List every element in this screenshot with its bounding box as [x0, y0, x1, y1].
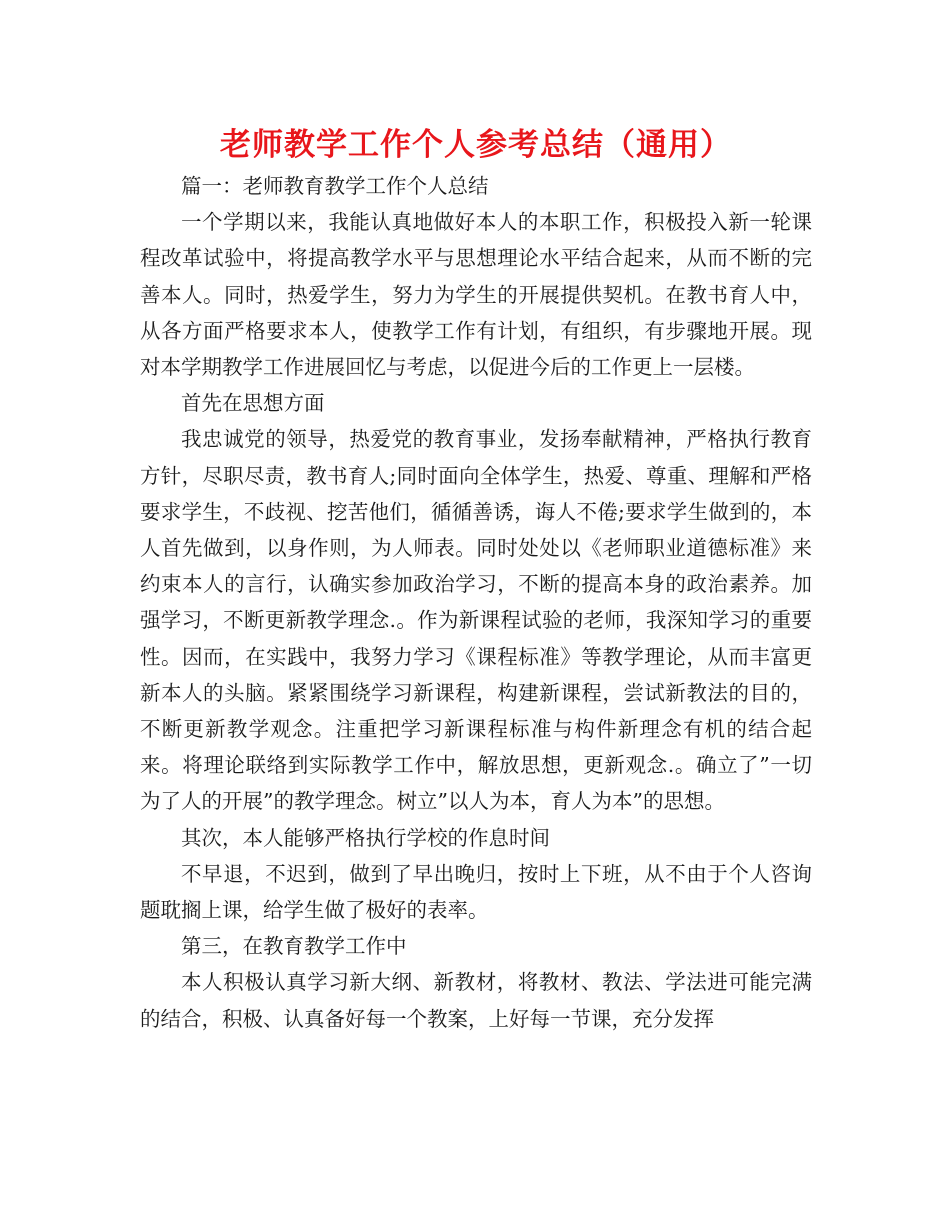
section-heading-schedule: 其次，本人能够严格执行学校的作息时间 — [181, 825, 550, 850]
body-paragraph: 本人积极认真学习新大纲、新教材，将教材、教法、学法进可能完满的结合，积极、认真备好每一个教案，上好每一节课，充分发挥 — [140, 970, 812, 1031]
document-body — [140, 168, 812, 1037]
body-paragraph: 我忠诚党的领导，热爱党的教育事业，发扬奉献精神，严格执行教育方针，尽职尽责，教书育人;同时面向全体学生，热爱、尊重、理解和严格要求学生，不歧视、挖苦他们，循循善诱，诲人不倦;要求学生做到的，本人首先做到，以身作则，为人师表。同时处处以《老师职业道德标准》来约束本人的言行，认确实参加政治学习，不断的提高本身的政治素养。加强学习，不断更新教学理念.。作为新课程试验的老师，我深知学习的重要性。因而，在实践中，我努力学习《课程标准》等教学理论，从而丰富更新本人的头脑。紧紧围绕学习新课程，构建新课程，尝试新教法的目的，不断更新教学观念。注重把学习新课程标准与构件新理念有机的结合起来。将理论联络到实际教学工作中，解放思想，更新观念.。确立了”一切为了人的开展”的教学理念。树立”以人为本，育人为本”的思想。 — [140, 427, 812, 814]
section-heading-thought: 首先在思想方面 — [181, 391, 325, 416]
body-paragraph: 不早退，不迟到，做到了早出晚归，按时上下班，从不由于个人咨询题耽搁上课，给学生做了极好的表率。 — [140, 861, 812, 923]
section-heading-part-one: 篇一：老师教育教学工作个人总结 — [181, 174, 489, 198]
section-heading-teaching: 第三，在教育教学工作中 — [181, 934, 407, 959]
body-paragraph: 一个学期以来，我能认真地做好本人的本职工作，积极投入新一轮课程改革试验中，将提高教学水平与思想理论水平结合起来，从而不断的完善本人。同时，热爱学生，努力为学生的开展提供契机。在教书育人中，从各方面严格要求本人，使教学工作有计划，有组织，有步骤地开展。现对本学期教学工作进展回忆与考虑，以促进今后的工作更上一层楼。 — [140, 210, 812, 380]
document-title: 老师教学工作个人参考总结（通用） — [220, 127, 732, 163]
